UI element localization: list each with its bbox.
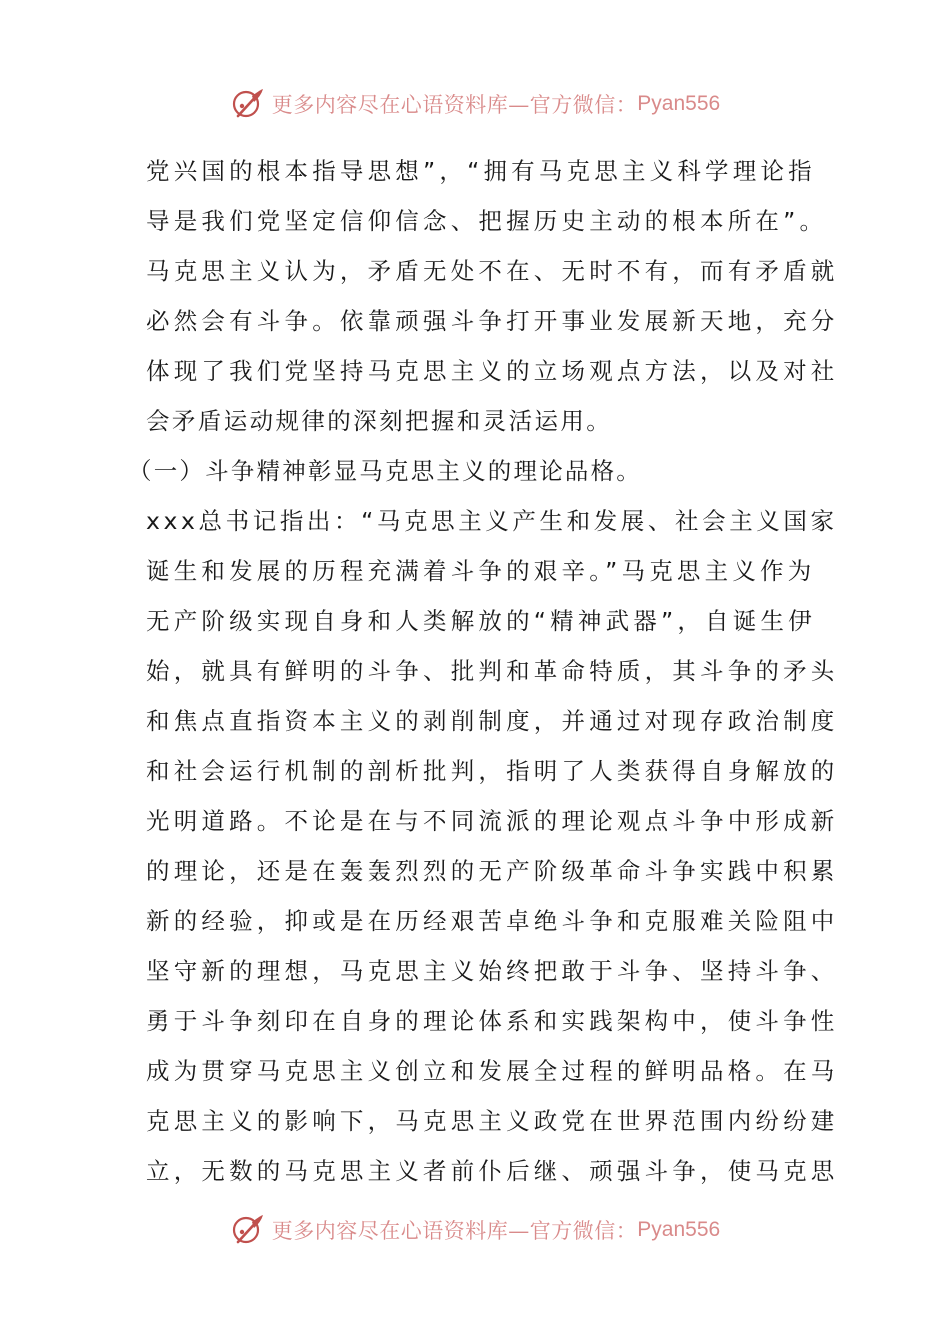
body-line: 新的经验，抑或是在历经艰苦卓绝斗争和克服难关险阻中 — [146, 907, 839, 935]
section-heading: （一）斗争精神彰显马克思主义的理论品格。 — [128, 457, 642, 485]
body-line: 诞生和发展的历程充满着斗争的艰辛。”马克思主义作为 — [146, 557, 816, 585]
wechat-id: Pyan556 — [637, 92, 721, 115]
body-line: 必然会有斗争。依靠顽强斗争打开事业发展新天地，充分 — [146, 307, 839, 335]
body-line: 光明道路。不论是在与不同流派的理论观点斗争中形成新 — [146, 807, 839, 835]
footer-banner — [0, 1210, 950, 1250]
body-line: 和社会运行机制的剖析批判，指明了人类获得自身解放的 — [146, 757, 839, 785]
banner-text: 更多内容尽在心语资料库—官方微信： — [271, 93, 638, 117]
quill-circle-icon — [230, 86, 266, 122]
body-line: 立，无数的马克思主义者前仆后继、顽强斗争，使马克思 — [146, 1157, 839, 1185]
body-line: 勇于斗争刻印在自身的理论体系和实践架构中，使斗争性 — [146, 1007, 839, 1035]
body-line: xxx总书记指出：“马克思主义产生和发展、社会主义国家 — [146, 507, 838, 535]
body-line: 马克思主义认为，矛盾无处不在、无时不有，而有矛盾就 — [146, 257, 839, 285]
body-line: 无产阶级实现自身和人类解放的“精神武器”，自诞生伊 — [146, 607, 816, 635]
wechat-id: Pyan556 — [637, 1218, 721, 1241]
quill-circle-icon — [230, 1212, 266, 1248]
body-line: 始，就具有鲜明的斗争、批判和革命特质，其斗争的矛头 — [146, 657, 839, 685]
body-line: 导是我们党坚定信仰信念、把握历史主动的根本所在”。 — [146, 207, 828, 235]
document-body — [128, 146, 839, 1196]
banner-text: 更多内容尽在心语资料库—官方微信： — [271, 1219, 638, 1243]
body-line: 党兴国的根本指导思想”，“拥有马克思主义科学理论指 — [146, 157, 816, 185]
header-banner — [0, 84, 950, 124]
body-line: 和焦点直指资本主义的剥削制度，并通过对现存政治制度 — [146, 707, 839, 735]
body-line: 成为贯穿马克思主义创立和发展全过程的鲜明品格。在马 — [146, 1057, 839, 1085]
body-line: 体现了我们党坚持马克思主义的立场观点方法，以及对社 — [146, 357, 839, 385]
body-line: 的理论，还是在轰轰烈烈的无产阶级革命斗争实践中积累 — [146, 857, 839, 885]
body-line: 坚守新的理想，马克思主义始终把敢于斗争、坚持斗争、 — [146, 957, 839, 985]
body-line: 会矛盾运动规律的深刻把握和灵活运用。 — [146, 407, 613, 435]
body-line: 克思主义的影响下，马克思主义政党在世界范围内纷纷建 — [146, 1107, 839, 1135]
